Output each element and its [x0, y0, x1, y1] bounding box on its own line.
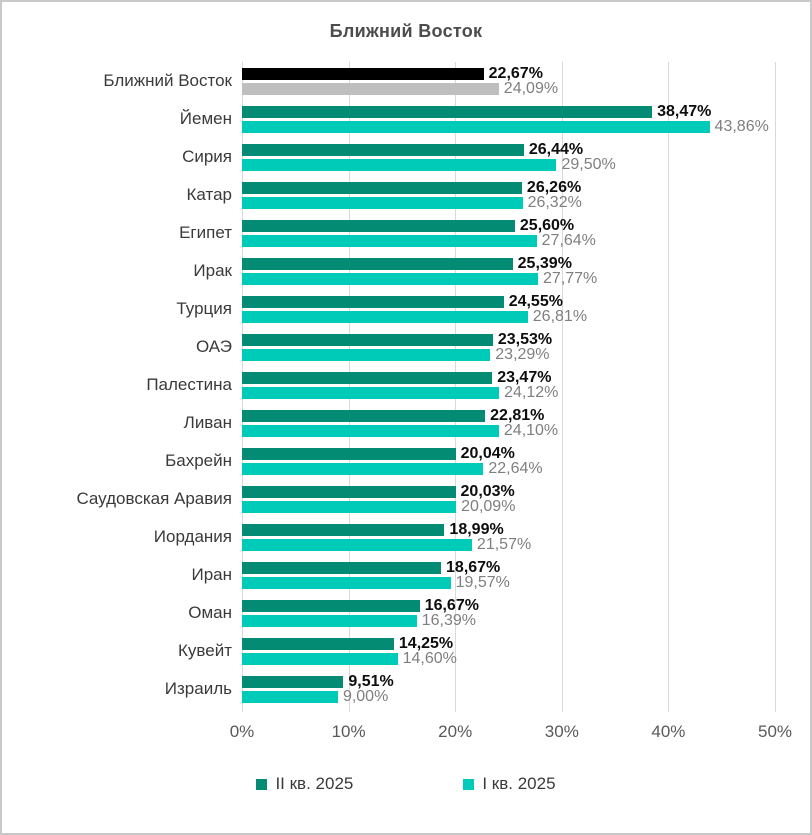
value-label-q1: 23,29% — [495, 346, 550, 363]
bar-series-q1 — [242, 691, 338, 703]
category-label: Ливан — [183, 413, 232, 432]
value-label-q2: 16,67% — [424, 597, 479, 614]
bar-row — [242, 100, 775, 138]
plot-area — [242, 62, 775, 708]
x-axis-tick-label: 0% — [229, 722, 255, 741]
value-label-q1: 22,64% — [488, 460, 543, 477]
value-label-q1: 24,09% — [503, 80, 559, 97]
value-label-q1: 24,10% — [503, 422, 559, 439]
x-axis-tick-label: 10% — [331, 722, 366, 741]
value-label-q1: 43,86% — [714, 118, 769, 135]
category-label: Израиль — [164, 679, 232, 698]
category-label: Оман — [188, 603, 232, 622]
value-label-q2: 23,53% — [497, 331, 553, 348]
legend-swatch — [256, 779, 267, 790]
value-label-q1: 19,57% — [455, 574, 510, 591]
category-label: Сирия — [182, 147, 232, 166]
bar-series-q1 — [242, 387, 499, 399]
category-label: Саудовская Аравия — [76, 489, 232, 508]
bar-series-q1 — [242, 615, 417, 627]
category-label: Турция — [176, 299, 232, 318]
bar-row — [242, 328, 775, 366]
bar-series-q2 — [242, 448, 456, 460]
value-label-q1: 29,50% — [561, 156, 616, 173]
value-label-q1: 9,00% — [342, 688, 389, 705]
bar-series-q2 — [242, 638, 394, 650]
value-label-q1: 20,09% — [461, 498, 516, 515]
legend-label: I кв. 2025 — [482, 774, 556, 793]
bar-series-q1 — [242, 653, 398, 665]
value-label-q2: 14,25% — [398, 635, 454, 652]
value-label-q1: 21,57% — [476, 536, 532, 553]
value-label-q1: 24,12% — [504, 384, 559, 401]
bar-series-q1 — [242, 159, 556, 171]
legend-item — [463, 774, 555, 794]
category-label: Иордания — [153, 527, 232, 546]
category-label: Кувейт — [178, 641, 232, 660]
bar-series-q2 — [242, 220, 515, 232]
bar-series-q1 — [242, 577, 451, 589]
bar-series-q2 — [242, 258, 513, 270]
x-axis — [2, 722, 810, 744]
value-label-q1: 26,81% — [532, 308, 588, 325]
bar-series-q2 — [242, 410, 485, 422]
bar-row — [242, 480, 775, 518]
value-label-q2: 23,47% — [497, 369, 552, 386]
value-label-q1: 27,77% — [543, 270, 598, 287]
category-label: Бахрейн — [165, 451, 232, 470]
bar-row — [242, 290, 775, 328]
value-label-q1: 26,32% — [527, 194, 582, 211]
x-axis-tick-label: 20% — [438, 722, 473, 741]
bar-series-q1 — [242, 349, 490, 361]
bar-series-q2 — [242, 524, 444, 536]
bar-row — [242, 518, 775, 556]
bar-series-q2 — [242, 486, 456, 498]
category-label: Египет — [179, 223, 232, 242]
category-label: Иран — [191, 565, 232, 584]
value-label-q2: 38,47% — [657, 103, 712, 120]
bar-series-q2 — [242, 372, 492, 384]
bar-row — [242, 252, 775, 290]
bar-series-q2 — [242, 562, 441, 574]
value-label-q2: 20,04% — [460, 445, 515, 462]
bar-series-q2 — [242, 182, 522, 194]
category-label: Ирак — [193, 261, 232, 280]
category-label: Катар — [186, 185, 232, 204]
bar-series-q2 — [242, 334, 493, 346]
value-label-q2: 22,81% — [490, 407, 545, 424]
bar-row — [242, 670, 775, 708]
value-label-q1: 27,64% — [541, 232, 596, 249]
value-label-q2: 26,26% — [526, 179, 582, 196]
x-axis-spacer — [2, 722, 242, 744]
bar-series-q1 — [242, 463, 483, 475]
bar-row — [242, 62, 775, 100]
x-axis-tick-label: 40% — [651, 722, 686, 741]
bar-series-q1 — [242, 501, 456, 513]
x-axis-tick-label: 50% — [757, 722, 793, 741]
bar-row — [242, 632, 775, 670]
bar-series-q1 — [242, 311, 528, 323]
bar-row — [242, 594, 775, 632]
bar-row — [242, 214, 775, 252]
bar-series-q1 — [242, 539, 472, 551]
bar-series-q2 — [242, 676, 343, 688]
category-label: Палестина — [146, 375, 232, 394]
bar-row — [242, 404, 775, 442]
bar-series-q2 — [242, 144, 524, 156]
category-label: Йемен — [179, 109, 232, 128]
value-label-q2: 20,03% — [460, 483, 515, 500]
value-label-q1: 16,39% — [421, 612, 476, 629]
bar-row — [242, 366, 775, 404]
bar-series-q1 — [242, 235, 537, 247]
plot-rows — [242, 62, 775, 708]
value-label-q2: 9,51% — [348, 673, 394, 690]
value-label-q2: 18,67% — [446, 559, 501, 576]
gridline — [775, 62, 776, 712]
value-label-q2: 25,60% — [519, 217, 575, 234]
bar-series-q2 — [242, 296, 504, 308]
bar-row — [242, 138, 775, 176]
value-label-q2: 24,55% — [508, 293, 563, 310]
value-label-q1: 14,60% — [402, 650, 457, 667]
chart-title: Ближний Восток — [329, 21, 483, 41]
bar-series-q1 — [242, 121, 710, 133]
value-label-q2: 18,99% — [449, 521, 504, 538]
bar-series-q1 — [242, 83, 499, 95]
legend-label: II кв. 2025 — [275, 774, 354, 793]
bar-series-q2 — [242, 68, 484, 80]
legend-item — [256, 774, 353, 794]
bar-row — [242, 176, 775, 214]
value-label-q2: 26,44% — [528, 141, 584, 158]
bar-series-q1 — [242, 425, 499, 437]
x-axis-tick-label: 30% — [544, 722, 579, 741]
legend — [2, 774, 810, 794]
category-label: ОАЭ — [195, 337, 232, 356]
category-label: Ближний Восток — [103, 71, 232, 90]
x-axis-labels — [229, 722, 793, 744]
value-label-q2: 22,67% — [488, 65, 543, 82]
bar-row — [242, 556, 775, 594]
chart-body — [2, 62, 810, 708]
bar-row — [242, 442, 775, 480]
bar-series-q1 — [242, 273, 538, 285]
bar-series-q1 — [242, 197, 523, 209]
category-labels — [2, 62, 242, 708]
bar-series-q2 — [242, 600, 420, 612]
bar-series-q2 — [242, 106, 652, 118]
legend-swatch — [463, 779, 474, 790]
value-label-q2: 25,39% — [517, 255, 572, 272]
